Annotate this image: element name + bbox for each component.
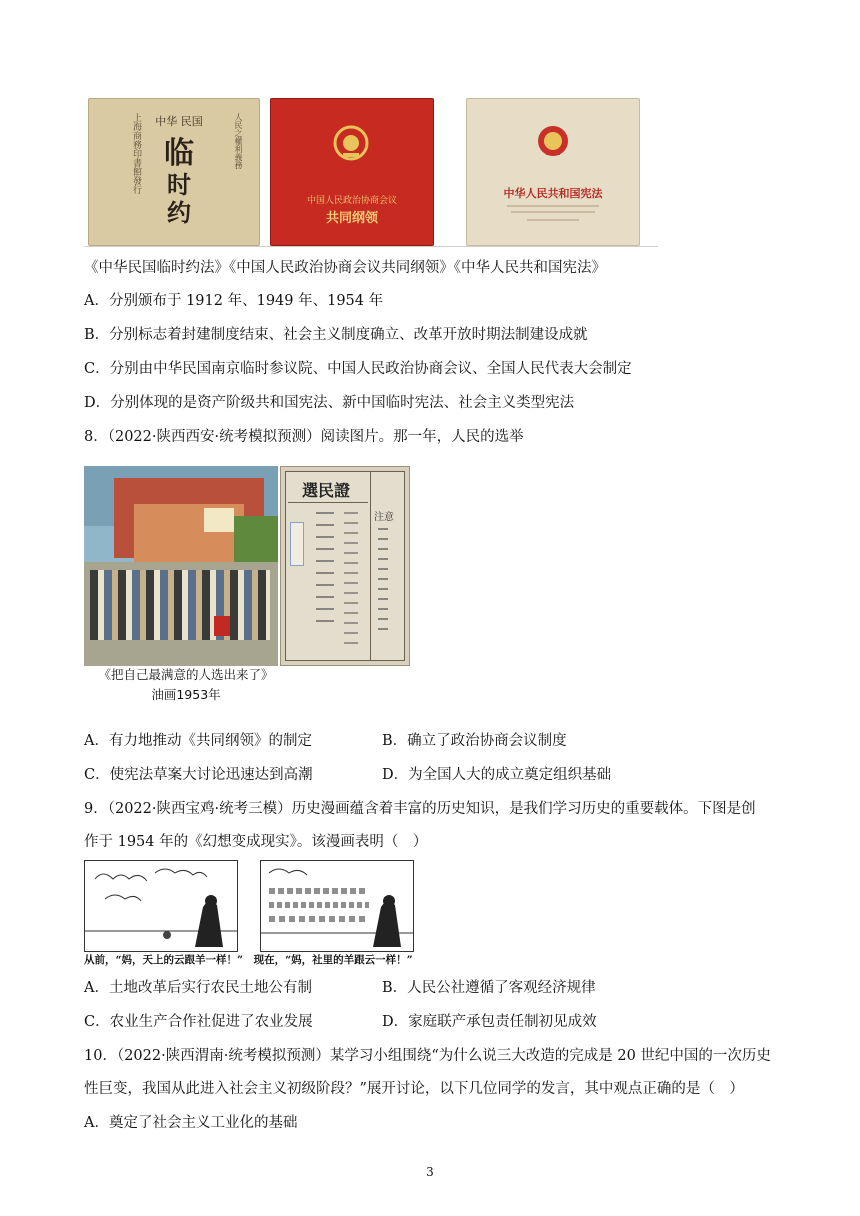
book1-top-2: 民国 (180, 115, 203, 128)
oil-painting-image (84, 466, 278, 666)
q10-stem-line-2: 性巨变，我国从此进入社会主义初级阶段？”展开讨论，以下几位同学的发言，其中观点正确的是（ ） (84, 1081, 744, 1097)
book1-char-1: 临 (164, 136, 194, 171)
q10-option-a: A．奠定了社会主义工业化的基础 (84, 1115, 298, 1131)
q9-option-d: D．家庭联产承包责任制初见成效 (382, 1014, 597, 1030)
cartoon-before-image (84, 860, 238, 952)
book2-title-line-1: 中国人民政治协商会议 (306, 196, 397, 206)
q7-option-d: D．分别体现的是资产阶级共和国宪法、新中国临时宪法、社会主义类型宪法 (84, 395, 575, 411)
q7-option-c: C．分别由中华民国南京临时参议院、中国人民政治协商会议、全国人民代表大会制定 (84, 361, 632, 377)
voter-card-image (280, 466, 410, 666)
q9-option-c: C．农业生产合作社促进了农业发展 (84, 1014, 313, 1030)
painting-caption-title: 《把自己最满意的人选出来了》 (98, 667, 274, 682)
book1-char-2: 时 (167, 170, 191, 199)
cartoon-now-image (260, 860, 414, 952)
book1-char-3: 约 (167, 198, 191, 227)
book3-title: 中华人民共和国宪法 (503, 187, 603, 200)
national-emblem-icon (331, 123, 371, 163)
book1-top-1: 中华 (155, 115, 178, 128)
q8-option-c: C．使宪法草案大讨论迅速达到高潮 (84, 767, 313, 783)
book-common-program (270, 98, 434, 246)
q7-caption: 《中华民国临时约法》《中国人民政治协商会议共同纲领》《中华人民共和国宪法》 (84, 260, 606, 276)
book-prc-constitution (466, 98, 640, 246)
page-number: 3 (426, 1165, 434, 1179)
q8-option-a: A．有力地推动《共同纲领》的制定 (84, 733, 312, 749)
q10-stem-line-1: 10．（2022·陕西渭南·统考模拟预测）某学习小组围绕“为什么说三大改造的完成是 20 世纪中国的一次历史 (84, 1048, 771, 1064)
q8-option-d: D．为全国人大的成立奠定组织基础 (382, 767, 612, 783)
q8-option-b: B．确立了政治协商会议制度 (382, 733, 567, 749)
q8-stem: 8．（2022·陕西西安·统考模拟预测）阅读图片。那一年，人民的选举 (84, 429, 524, 445)
q7-option-a: A．分别颁布于 1912 年、1949 年、1954 年 (84, 293, 384, 309)
painting-caption-year: 油画1953年 (151, 687, 221, 702)
q9-option-b: B．人民公社遵循了客观经济规律 (382, 980, 596, 996)
image-underline (84, 246, 658, 247)
national-emblem-icon (535, 123, 571, 159)
voter-card-title: 選民證 (301, 481, 350, 500)
q9-stem-line-2: 作于 1954 年的《幻想变成现实》。该漫画表明（ ） (84, 834, 428, 850)
q9-stem-line-1: 9．（2022·陕西宝鸡·统考三模）历史漫画蕴含着丰富的历史知识，是我们学习历史的重要载体。下图是创 (84, 801, 756, 817)
book2-title-line-2: 共同纲领 (325, 211, 378, 226)
q9-option-a: A．土地改革后实行农民土地公有制 (84, 980, 312, 996)
q7-option-b: B．分别标志着封建制度结束、社会主义制度确立、改革开放时期法制建设成就 (84, 327, 588, 343)
cartoon-caption: 从前，“妈，天上的云跟羊一样！” 现在，“妈，社里的羊跟云一样！” (84, 954, 413, 966)
book-provisional-constitution: 上海商務印書館發行 中华 民国 临 时 约 人民之權利義務 (88, 98, 260, 246)
voter-card-note: 注意 (374, 512, 394, 523)
